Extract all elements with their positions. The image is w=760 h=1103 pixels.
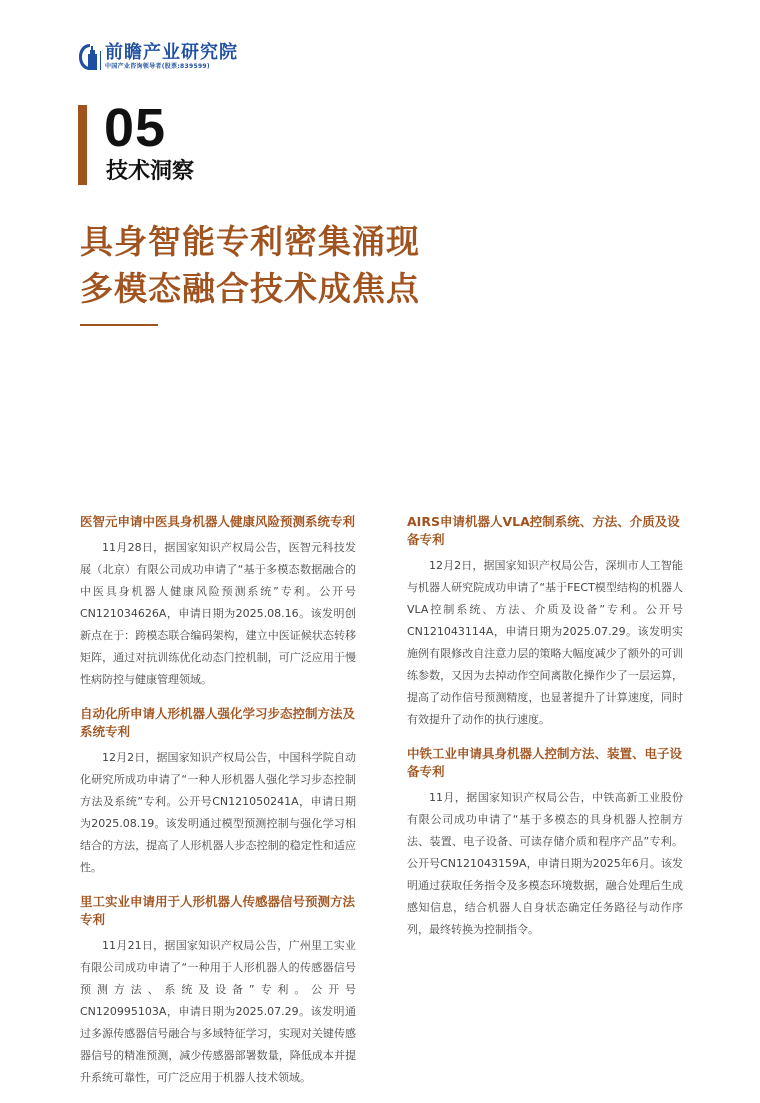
article bbox=[80, 705, 356, 879]
article bbox=[407, 745, 683, 941]
article-body: 11月，据国家知识产权局公告，中铁高新工业股份有限公司成功申请了“基于多模态的具身机器人控制方法、装置、电子设备、可读存储介质和程序产品”专利。公开号CN121043159A，申请日期为2025年6月。该发明通过获取任务指令及多模态环境数据，融合处理后生成感知信息，结合机器人自身状态确定任务路径与动作序列，最终转换为控制指令。 bbox=[407, 791, 683, 936]
article bbox=[407, 513, 683, 731]
headline-line-2: 多模态融合技术成焦点 bbox=[80, 269, 420, 308]
page-headline bbox=[80, 218, 420, 312]
headline-divider bbox=[80, 324, 158, 326]
left-column bbox=[80, 513, 356, 1103]
section-title: 技术洞察 bbox=[106, 159, 195, 184]
tower-logo-icon bbox=[78, 43, 102, 71]
article-body: 11月21日，据国家知识产权局公告，广州里工实业有限公司成功申请了“一种用于人形机器人的传感器信号预测方法、系统及设备”专利。公开号CN120995103A，申请日期为2025.07.29。该发明通过多源传感器信号融合与多域特征学习，实现对关键传感器信号的精准预测，减少传感器部署数量，降低成本并提升系统可靠性，可广泛应用于机器人技术领域。 bbox=[80, 939, 356, 1084]
article-title: 里工实业申请用于人形机器人传感器信号预测方法专利 bbox=[80, 894, 356, 927]
article-body: 11月28日，据国家知识产权局公告，医智元科技发展（北京）有限公司成功申请了“基于多模态数据融合的中医具身机器人健康风险预测系统”专利。公开号CN121034626A，申请日期为2025.08.16。该发明创新点在于：跨模态联合编码架构，建立中医证候状态转移矩阵，通过对抗训练优化动态门控机制，可广泛应用于慢性病防控与健康管理领域。 bbox=[80, 541, 356, 686]
article-title: 医智元申请中医具身机器人健康风险预测系统专利 bbox=[80, 514, 356, 529]
article bbox=[80, 513, 356, 691]
headline-line-1: 具身智能专利密集涌现 bbox=[80, 222, 420, 261]
section-accent-bar bbox=[78, 105, 87, 185]
article-title: 自动化所申请人形机器人强化学习步态控制方法及系统专利 bbox=[80, 706, 356, 739]
article-body: 12月2日，据国家知识产权局公告，深圳市人工智能与机器人研究院成功申请了“基于FECT模型结构的机器人VLA控制系统、方法、介质及设备”专利。公开号CN121043114A，申请日期为2025.07.29。该发明实施例有限修改自注意力层的策略大幅度减少了额外的可训练参数，又因为去掉动作空间离散化操作少了一层运算，提高了动作信号预测精度，也显著提升了计算速度，同时有效提升了动作的执行速度。 bbox=[407, 559, 683, 726]
brand-name: 前瞻产业研究院 bbox=[105, 42, 238, 63]
article bbox=[80, 893, 356, 1089]
section-number: 05 bbox=[104, 98, 167, 158]
right-column bbox=[407, 513, 683, 955]
brand-logo bbox=[78, 40, 238, 74]
article-title: AIRS申请机器人VLA控制系统、方法、介质及设备专利 bbox=[407, 514, 680, 547]
article-title: 中铁工业申请具身机器人控制方法、装置、电子设备专利 bbox=[407, 746, 683, 779]
article-body: 12月2日，据国家知识产权局公告，中国科学院自动化研究所成功申请了“一种人形机器人强化学习步态控制方法及系统”专利。公开号CN121050241A，申请日期为2025.08.19。该发明通过模型预测控制与强化学习相结合的方法，提高了人形机器人步态控制的稳定性和适应性。 bbox=[80, 751, 356, 874]
brand-subtitle: 中国产业咨询领导者(股票:839599) bbox=[105, 63, 210, 70]
